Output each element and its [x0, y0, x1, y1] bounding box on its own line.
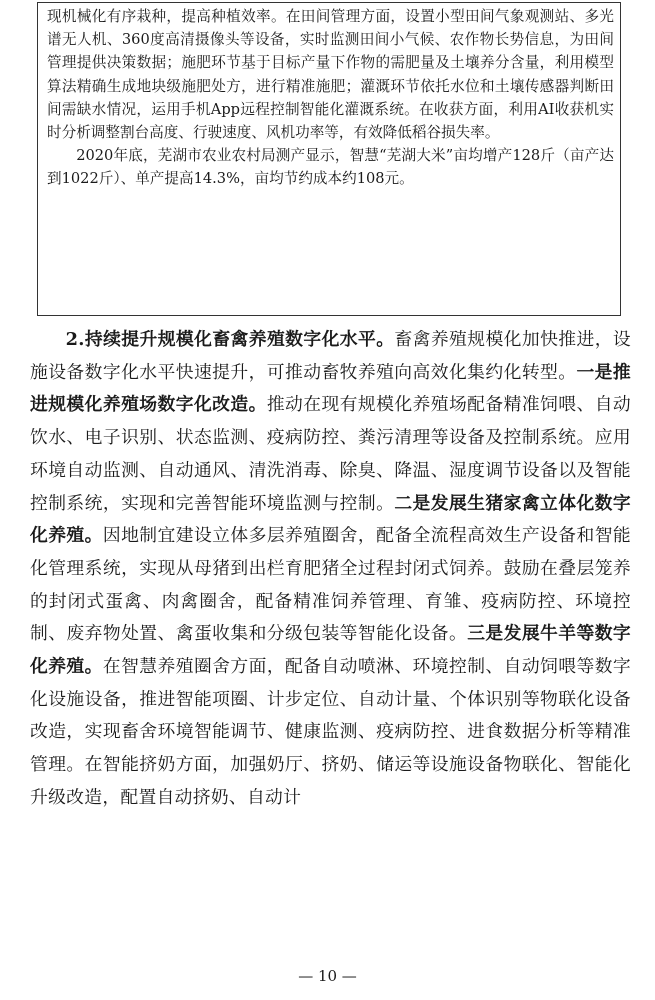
- point-three-heading: 三是发展牛羊等数字化养殖。: [30, 623, 631, 678]
- section-paragraph: [30, 324, 631, 815]
- point-two-text: 因地制宜建设立体多层养殖圈舍，配备全流程高效生产设备和智能化管理系统，实现从母猪到出栏育肥猪全过程封闭式饲养。鼓励在叠层笼养的封闭式蛋禽、肉禽圈舍，配备精准饲养管理、育雏、疫病防控、环境控制、废弃物处置、禽蛋收集和分级包装等智能化设备。: [30, 525, 632, 645]
- page-number: — 10 —: [298, 967, 357, 985]
- case-paragraph-2: 2020年底，芜湖市农业农村局测产显示，智慧“芜湖大米”亩均增产128斤（亩产达到1022斤）、单产提高14.3%，亩均节约成本约108元。: [47, 147, 614, 188]
- main-body: [30, 324, 631, 815]
- case-study-box: [37, 2, 621, 316]
- case-paragraph-1: 现机械化有序栽种，提高种植效率。在田间管理方面，设置小型田间气象观测站、多光谱无人机、360度高清摄像头等设备，实时监测田间小气候、农作物长势信息，为田间管理提供决策数据；施肥环节基于目标产量下作物的需肥量及土壤养分含量，利用模型算法精确生成地块级施肥处方，进行精准施肥；灌溉环节依托水位和土壤传感器判断田间需缺水情况，运用手机App远程控制智能化灌溉系统。在收获方面，利用AI收获机实时分析调整割台高度、行驶速度、风机功率等，有效降低稻谷损失率。: [47, 8, 614, 142]
- section-intro: 畜禽养殖规模化加快推进，设施设备数字化水平快速提升，可推动畜牧养殖向高效化集约化转型。: [30, 329, 631, 383]
- section-heading: 2.持续提升规模化畜禽养殖数字化水平。: [65, 329, 395, 350]
- point-two-heading: 二是发展生猪家禽立体化数字化养殖。: [30, 492, 631, 547]
- point-one-text: 推动在现有规模化养殖场配备精准饲喂、自动饮水、电子识别、状态监测、疫病防控、粪污清理等设备及控制系统。应用环境自动监测、自动通风、清洗消毒、除臭、降温、湿度调节设备以及智能控制系统，实现和完善智能环境监测与控制。: [30, 394, 631, 514]
- point-three-text: 在智慧养殖圈舍方面，配备自动喷淋、环境控制、自动饲喂等数字化设施设备，推进智能项圈、计步定位、自动计量、个体识别等物联化设备改造，实现畜舍环境智能调节、健康监测、疫病防控、进食数据分析等精准管理。在智能挤奶方面，加强奶厅、挤奶、储运等设施设备物联化、智能化升级改造，配置自动挤奶、自动计: [30, 656, 632, 808]
- point-one-heading: 一是推进规模化养殖场数字化改造。: [30, 361, 631, 416]
